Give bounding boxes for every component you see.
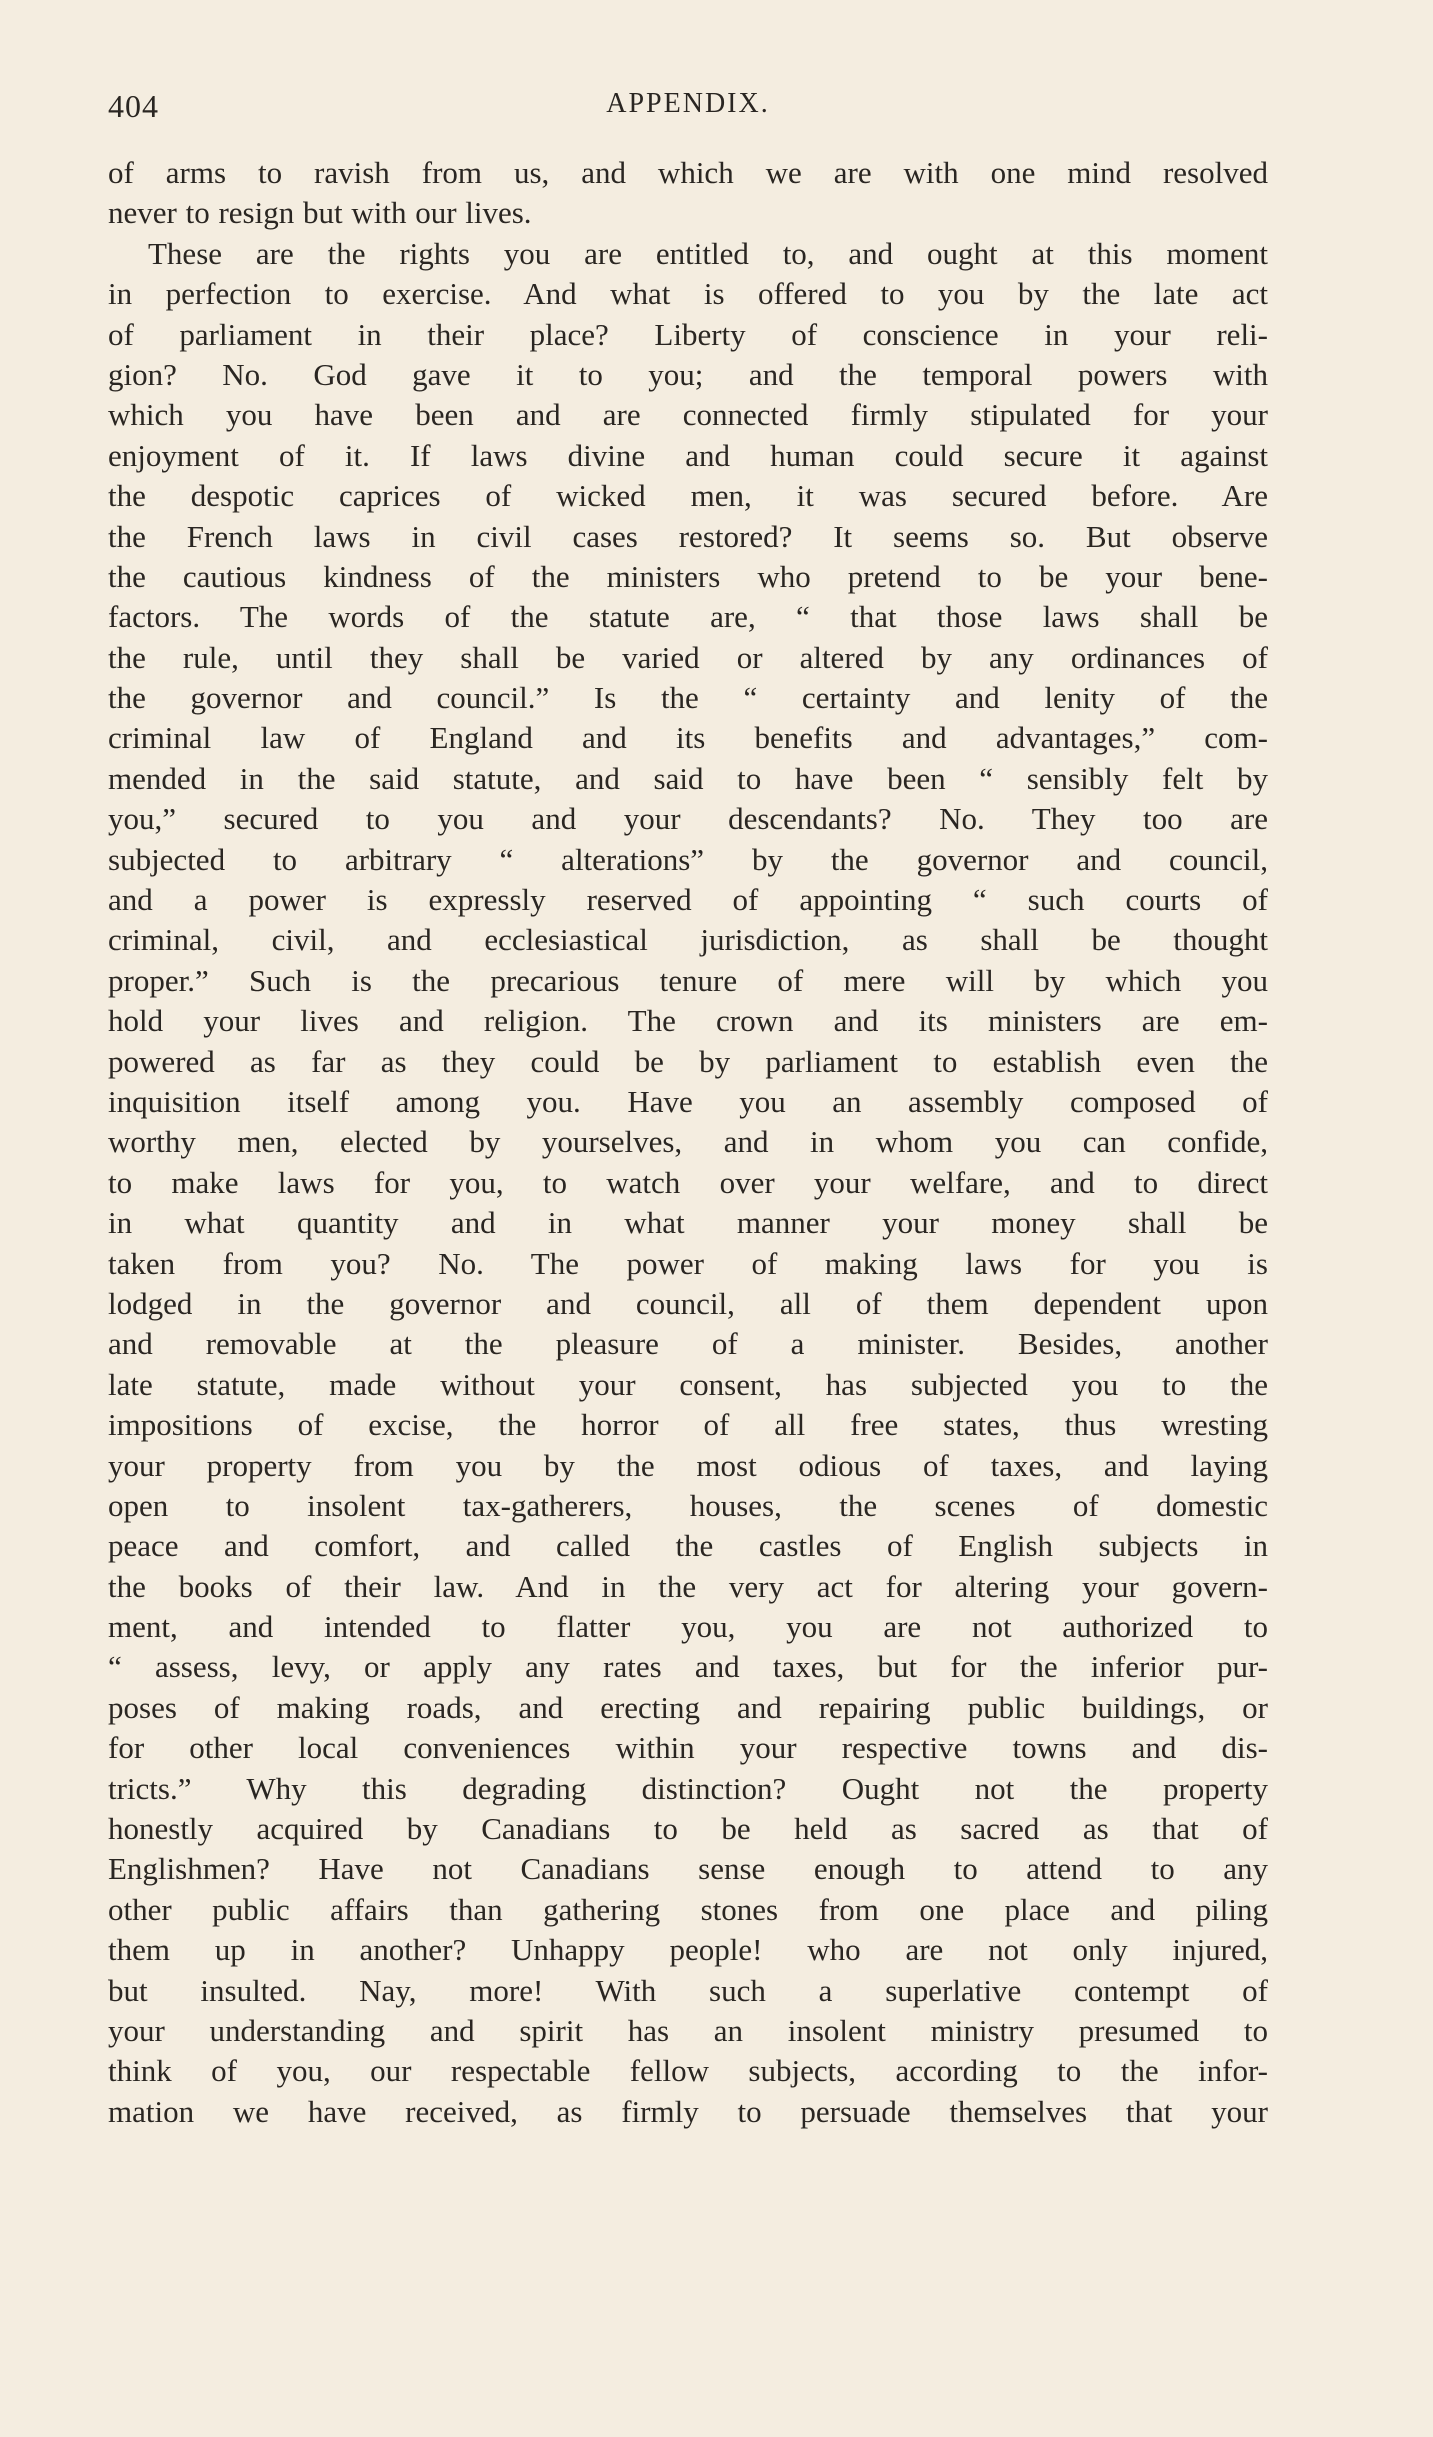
text-line: the governor and council.” Is the “ certainty and lenity of the (108, 680, 1268, 716)
text-line: which you have been and are connected firmly stipulated for your (108, 397, 1268, 433)
text-line: tricts.” Why this degrading distinction? Ought not the property (108, 1770, 1268, 1806)
text-line: worthy men, elected by yourselves, and in whom you can confide, (108, 1124, 1268, 1160)
text-line: in perfection to exercise. And what is offered to you by the late act (108, 276, 1268, 312)
text-line: Englishmen? Have not Canadians sense enough to attend to any (108, 1851, 1268, 1887)
text-line: gion? No. God gave it to you; and the temporal powers with (108, 356, 1268, 392)
page-number: 404 (108, 88, 159, 124)
text-line: think of you, our respectable fellow subjects, according to the infor- (108, 2053, 1268, 2089)
text-line: and a power is expressly reserved of appointing “ such courts of (108, 882, 1268, 918)
text-line: poses of making roads, and erecting and repairing public buildings, or (108, 1689, 1268, 1725)
text-line: open to insolent tax-gatherers, houses, the scenes of domestic (108, 1487, 1268, 1523)
text-line: and removable at the pleasure of a minister. Besides, another (108, 1326, 1268, 1362)
text-line: taken from you? No. The power of making laws for you is (108, 1245, 1268, 1281)
text-line: other public affairs than gathering stones from one place and piling (108, 1891, 1268, 1927)
text-line: impositions of excise, the horror of all free states, thus wresting (108, 1407, 1268, 1443)
text-line: lodged in the governor and council, all of them dependent upon (108, 1285, 1268, 1321)
text-line: late statute, made without your consent, has subjected you to the (108, 1366, 1268, 1402)
text-line: the books of their law. And in the very act for altering your govern- (108, 1568, 1268, 1604)
text-line: factors. The words of the statute are, “ that those laws shall be (108, 599, 1268, 635)
text-line: powered as far as they could be by parliament to establish even the (108, 1043, 1268, 1079)
text-line: your understanding and spirit has an insolent ministry presumed to (108, 2012, 1268, 2048)
text-line: inquisition itself among you. Have you an assembly composed of (108, 1083, 1268, 1119)
running-head (108, 88, 1268, 128)
text-line: the French laws in civil cases restored? It seems so. But observe (108, 518, 1268, 554)
text-line: them up in another? Unhappy people! who are not only injured, (108, 1932, 1268, 1968)
text-line: criminal law of England and its benefits and advantages,” com- (108, 720, 1268, 756)
text-line: subjected to arbitrary “ alterations” by the governor and council, (108, 841, 1268, 877)
text-line: never to resign but with our lives. (108, 195, 532, 231)
text-line: of arms to ravish from us, and which we are with one mind resolved (108, 155, 1268, 190)
text-line: ment, and intended to flatter you, you are not authorized to (108, 1609, 1268, 1645)
text-line: the despotic caprices of wicked men, it was secured before. Are (108, 478, 1268, 514)
text-line: “ assess, levy, or apply any rates and taxes, but for the inferior pur- (108, 1649, 1268, 1685)
text-line: hold your lives and religion. The crown and its ministers are em- (108, 1003, 1268, 1039)
text-line: of parliament in their place? Liberty of conscience in your reli- (108, 316, 1268, 352)
text-line: peace and comfort, and called the castles of English subjects in (108, 1528, 1268, 1564)
text-line: you,” secured to you and your descendants? No. They too are (108, 801, 1268, 837)
body-text (108, 153, 1268, 2132)
text-line: honestly acquired by Canadians to be held as sacred as that of (108, 1811, 1268, 1847)
text-line: the rule, until they shall be varied or altered by any ordinances of (108, 639, 1268, 675)
text-line: enjoyment of it. If laws divine and human could secure it against (108, 437, 1268, 473)
text-line: mended in the said statute, and said to have been “ sensibly felt by (108, 760, 1268, 796)
text-line: but insulted. Nay, more! With such a superlative contempt of (108, 1972, 1268, 2008)
text-line: mation we have received, as firmly to persuade themselves that your (108, 2093, 1268, 2129)
text-line: for other local conveniences within your respective towns and dis- (108, 1730, 1268, 1766)
text-line: to make laws for you, to watch over your welfare, and to direct (108, 1164, 1268, 1200)
running-title: APPENDIX. (606, 88, 770, 119)
text-line: These are the rights you are entitled to, and ought at this moment (148, 235, 1268, 271)
text-line: in what quantity and in what manner your money shall be (108, 1205, 1268, 1241)
text-line: your property from you by the most odious of taxes, and laying (108, 1447, 1268, 1483)
text-line: criminal, civil, and ecclesiastical jurisdiction, as shall be thought (108, 922, 1268, 958)
text-line: the cautious kindness of the ministers who pretend to be your bene- (108, 558, 1268, 594)
text-line: proper.” Such is the precarious tenure of mere will by which you (108, 962, 1268, 998)
